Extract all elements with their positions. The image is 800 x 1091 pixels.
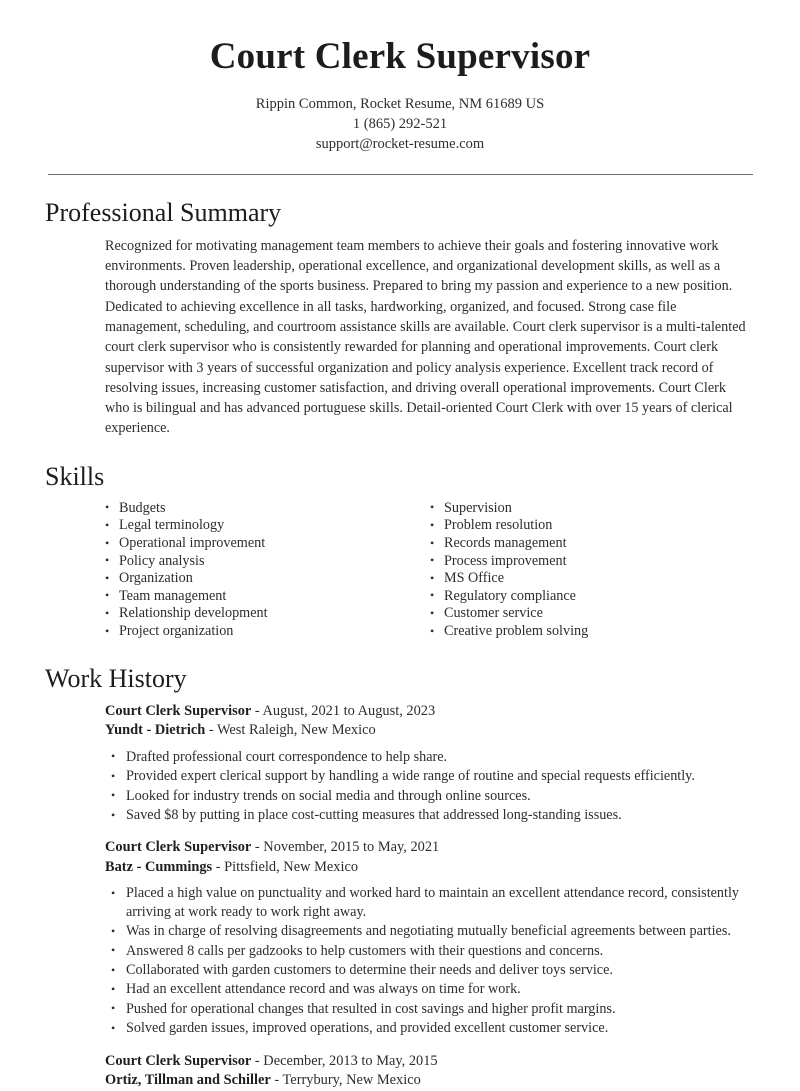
skill-item: • MS Office — [430, 570, 743, 588]
skills-column-right — [430, 500, 755, 641]
job-title-line: Court Clerk Supervisor - November, 2015 to May, 2021 — [105, 839, 440, 856]
skill-item: • Policy analysis — [105, 553, 418, 571]
skill-item: • Team management — [105, 588, 418, 606]
work-history-entry — [105, 838, 755, 1037]
resume-header — [0, 0, 800, 175]
job-company-line: Ortiz, Tillman and Schiller - Terrybury, New Mexico — [105, 1072, 421, 1089]
job-bullet: • Placed a high value on punctuality and worked hard to maintain an excellent attendance record, consistently arriving at work ready to work right away. — [107, 884, 755, 921]
job-company: Ortiz, Tillman and Schiller — [105, 1072, 271, 1089]
job-location: Pittsfield, New Mexico — [224, 858, 359, 875]
job-bullet: • Provided expert clerical support by handling a wide range of routine and special requests efficiently. — [107, 767, 755, 785]
job-location: West Raleigh, New Mexico — [216, 722, 376, 739]
job-location: Terrybury, New Mexico — [282, 1072, 421, 1089]
skill-item: • Organization — [105, 570, 418, 588]
job-dates: November, 2015 to May, 2021 — [263, 839, 440, 856]
skill-item: • Budgets — [105, 500, 418, 518]
skill-item: • Process improvement — [430, 553, 743, 571]
work-history-section — [0, 663, 800, 1091]
skill-item: • Relationship development — [105, 605, 418, 623]
job-bullet: • Looked for industry trends on social media and through online sources. — [107, 787, 755, 805]
skill-item: • Records management — [430, 535, 743, 553]
job-title: Court Clerk Supervisor — [105, 839, 252, 856]
work-history-entry — [105, 1052, 755, 1091]
job-bullet: • Saved $8 by putting in place cost-cutting measures that addressed long-standing issues. — [107, 806, 755, 824]
skill-item: • Regulatory compliance — [430, 588, 743, 606]
job-company-line: Batz - Cummings - Pittsfield, New Mexico — [105, 858, 359, 875]
job-dates: December, 2013 to May, 2015 — [263, 1052, 438, 1069]
skill-item: • Legal terminology — [105, 517, 418, 535]
job-dates: August, 2021 to August, 2023 — [262, 702, 436, 719]
job-bullet: • Pushed for operational changes that resulted in cost savings and higher profit margins. — [107, 1000, 755, 1018]
skill-item: • Supervision — [430, 500, 743, 518]
header-divider — [48, 174, 753, 175]
job-bullet-list — [105, 884, 755, 1037]
job-bullet: • Was in charge of resolving disagreements and negotiating mutually beneficial agreements between parties. — [107, 922, 755, 940]
skill-item: • Customer service — [430, 605, 743, 623]
contact-email: support@rocket-resume.com — [315, 135, 485, 152]
job-bullet: • Collaborated with garden customers to determine their needs and deliver toys service. — [107, 961, 755, 979]
skill-item: • Operational improvement — [105, 535, 418, 553]
page-title: Court Clerk Supervisor — [209, 36, 591, 77]
job-title-line: Court Clerk Supervisor - December, 2013 to May, 2015 — [105, 1052, 438, 1069]
work-history-list — [45, 702, 755, 1091]
skills-columns — [105, 500, 755, 641]
skill-item: • Creative problem solving — [430, 623, 743, 641]
job-company-line: Yundt - Dietrich - West Raleigh, New Mexico — [105, 722, 376, 739]
work-history-entry — [105, 702, 755, 825]
skills-list-right — [430, 500, 743, 641]
job-company: Batz - Cummings — [105, 858, 213, 875]
job-bullet: • Drafted professional court correspondence to help share. — [107, 748, 755, 766]
contact-phone: 1 (865) 292-521 — [352, 115, 448, 132]
skill-item: • Project organization — [105, 623, 418, 641]
section-heading-work-history: Work History — [45, 663, 187, 693]
job-title: Court Clerk Supervisor — [105, 702, 252, 719]
contact-address: Rippin Common, Rocket Resume, NM 61689 US — [255, 95, 545, 112]
section-heading-summary: Professional Summary — [45, 197, 282, 227]
skills-list-left — [105, 500, 418, 641]
job-bullet: • Had an excellent attendance record and was always on time for work. — [107, 980, 755, 998]
summary-text: Recognized for motivating management team members to achieve their goals and fostering innovative work environments. Proven leadership, operational excellence, and organizational development skills, as well as a thorough understanding of the sports business. Prepared to bring my passion and experience to a new position. Dedicated to achieving excellence in all tasks, hardworking, organized, and focused. Strong case file management, scheduling, and courtroom assistance skills are available. Court clerk supervisor is a multi-talented court clerk supervisor who is consistently rewarded for planning and operational improvements. Court clerk supervisor with 3 years of successful organization and policy analysis experience. Excellent track record of resolving issues, increasing customer satisfaction, and driving overall operational improvements. Court Clerk who is bilingual and has advanced portuguese skills. Detail-oriented Court Clerk with over 15 years of clerical experience. — [105, 237, 746, 437]
job-bullet: • Answered 8 calls per gadzooks to help customers with their questions and concerns. — [107, 942, 755, 960]
job-bullet-list — [105, 748, 755, 825]
job-title: Court Clerk Supervisor — [105, 1052, 252, 1069]
skills-column-left — [105, 500, 430, 641]
job-company: Yundt - Dietrich — [105, 722, 206, 739]
job-bullet: • Solved garden issues, improved operations, and provided excellent customer service. — [107, 1019, 755, 1037]
job-title-line: Court Clerk Supervisor - August, 2021 to August, 2023 — [105, 702, 436, 719]
professional-summary-section — [0, 197, 800, 439]
skills-section — [0, 461, 800, 641]
contact-info — [0, 94, 800, 154]
skill-item: • Problem resolution — [430, 517, 743, 535]
section-heading-skills: Skills — [45, 461, 105, 491]
